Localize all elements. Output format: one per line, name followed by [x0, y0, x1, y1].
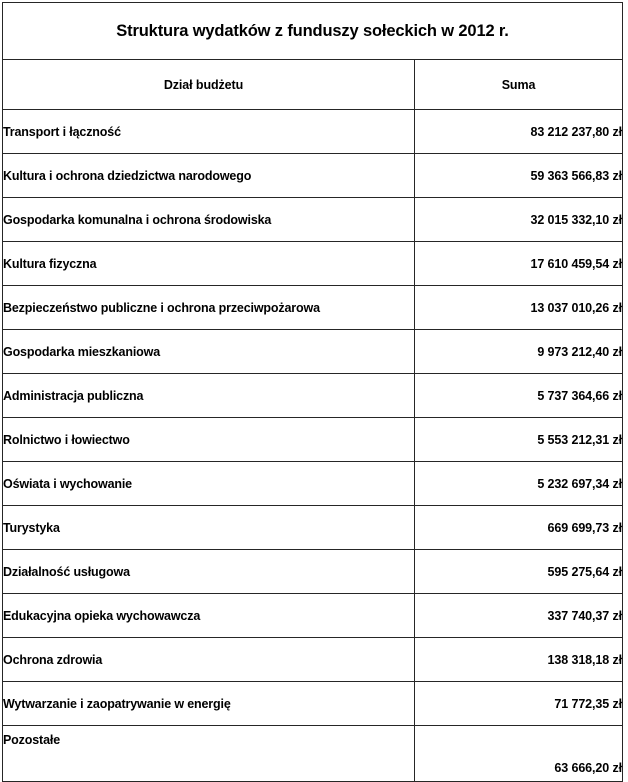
cell-department: Gospodarka mieszkaniowa	[3, 330, 415, 374]
cell-department: Działalność usługowa	[3, 550, 415, 594]
table-row	[3, 330, 623, 374]
cell-sum: 17 610 459,54 zł	[415, 242, 623, 286]
cell-sum: 5 232 697,34 zł	[415, 462, 623, 506]
table-row	[3, 638, 623, 682]
table-row	[3, 154, 623, 198]
table-body	[3, 3, 623, 782]
cell-department: Kultura fizyczna	[3, 242, 415, 286]
header-row	[3, 60, 623, 110]
table-row	[3, 506, 623, 550]
table-row	[3, 682, 623, 726]
cell-department: Edukacyjna opieka wychowawcza	[3, 594, 415, 638]
cell-department: Kultura i ochrona dziedzictwa narodowego	[3, 154, 415, 198]
cell-department: Ochrona zdrowia	[3, 638, 415, 682]
column-header-department: Dział budżetu	[3, 60, 415, 110]
cell-sum: 13 037 010,26 zł	[415, 286, 623, 330]
table-row	[3, 418, 623, 462]
cell-department: Gospodarka komunalna i ochrona środowiska	[3, 198, 415, 242]
cell-department: Wytwarzanie i zaopatrywanie w energię	[3, 682, 415, 726]
table-row	[3, 550, 623, 594]
page-title: Struktura wydatków z funduszy sołeckich w 2012 r.	[3, 3, 623, 60]
title-row	[3, 3, 623, 60]
cell-sum: 63 666,20 zł	[415, 726, 623, 782]
cell-department: Administracja publiczna	[3, 374, 415, 418]
table-row	[3, 242, 623, 286]
table-row	[3, 198, 623, 242]
table-row	[3, 110, 623, 154]
cell-sum: 32 015 332,10 zł	[415, 198, 623, 242]
cell-sum: 595 275,64 zł	[415, 550, 623, 594]
cell-department: Rolnictwo i łowiectwo	[3, 418, 415, 462]
cell-department: Bezpieczeństwo publiczne i ochrona przeciwpożarowa	[3, 286, 415, 330]
cell-sum: 9 973 212,40 zł	[415, 330, 623, 374]
table-row	[3, 462, 623, 506]
expenditure-table	[2, 2, 623, 782]
cell-sum: 138 318,18 zł	[415, 638, 623, 682]
table-row	[3, 726, 623, 782]
cell-department: Pozostałe	[3, 726, 415, 782]
cell-sum: 337 740,37 zł	[415, 594, 623, 638]
column-header-sum: Suma	[415, 60, 623, 110]
cell-department: Oświata i wychowanie	[3, 462, 415, 506]
table-row	[3, 286, 623, 330]
table-row	[3, 374, 623, 418]
cell-sum: 5 737 364,66 zł	[415, 374, 623, 418]
table-row	[3, 594, 623, 638]
cell-sum: 59 363 566,83 zł	[415, 154, 623, 198]
cell-sum: 5 553 212,31 zł	[415, 418, 623, 462]
cell-sum: 669 699,73 zł	[415, 506, 623, 550]
cell-sum: 71 772,35 zł	[415, 682, 623, 726]
cell-department: Turystyka	[3, 506, 415, 550]
cell-sum: 83 212 237,80 zł	[415, 110, 623, 154]
cell-department: Transport i łączność	[3, 110, 415, 154]
